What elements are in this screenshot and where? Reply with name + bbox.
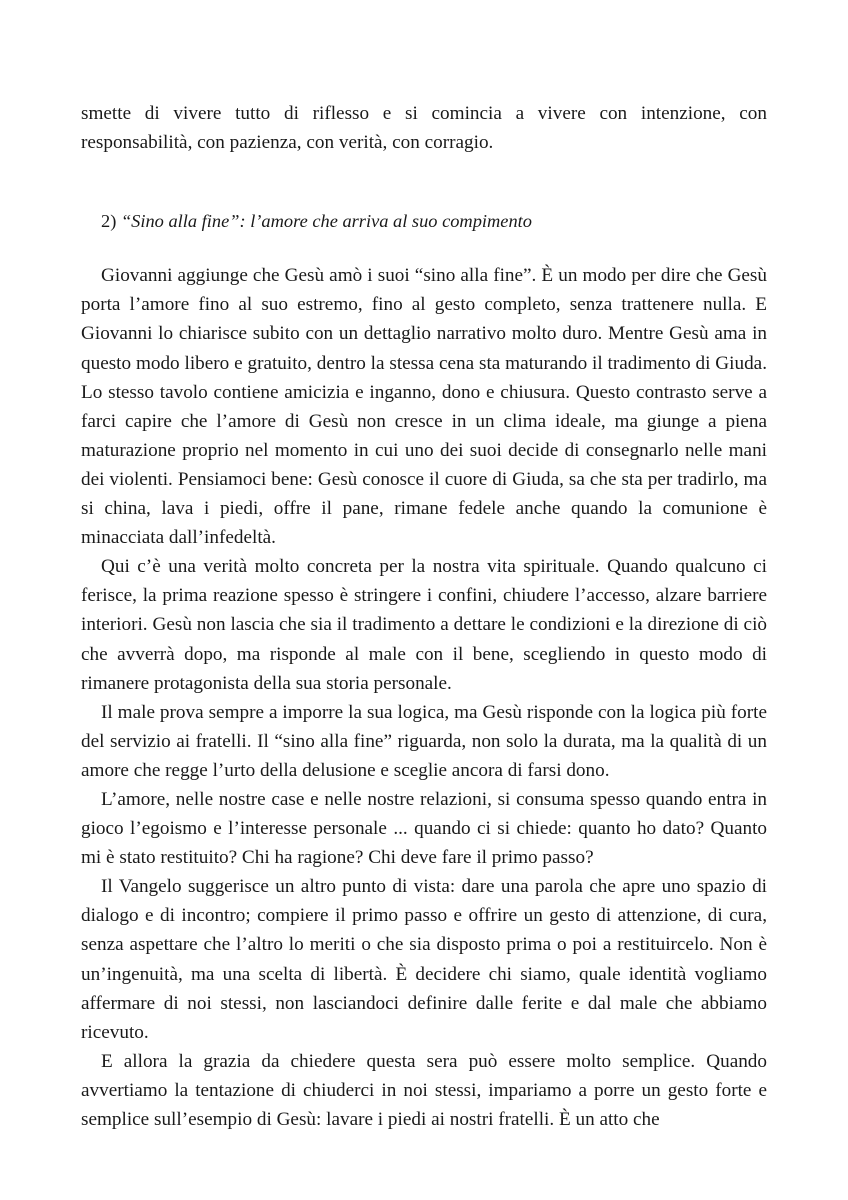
body-paragraph: Qui c’è una verità molto concreta per la nostra vita spirituale. Quando qualcuno ci ferisce, la prima reazione spesso è stringere i confini, chiudere l’accesso, alzare barriere interiori. Gesù non lascia che sia il tradimento a dettare le condizioni e la direzione di ciò che avverrà dopo, ma risponde al male con il bene, scegliendo in questo modo di rimanere protagonista della sua storia personale. — [81, 556, 767, 694]
body-paragraph: Giovanni aggiunge che Gesù amò i suoi “sino alla fine”. È un modo per dire che Gesù porta l’amore fino al suo estremo, fino al gesto completo, senza trattenere nulla. E Giovanni lo chiarisce subito con un dettaglio narrativo molto duro. Mentre Gesù ama in questo modo libero e gratuito, dentro la stessa cena sta maturando il tradimento di Giuda. Lo stesso tavolo contiene amicizia e inganno, dono e chiusura. Questo contrasto serve a farci capire che l’amore di Gesù non cresce in un clima ideale, ma giunge a piena maturazione proprio nel momento in cui uno dei suoi decide di consegnarlo nelle mani dei violenti. Pensiamoci bene: Gesù conosce il cuore di Giuda, sa che sta per tradirlo, ma si china, lava i piedi, offre il pane, rimane fedele anche quando la comunione è minacciata dall’infedeltà. — [81, 265, 767, 549]
body-paragraph: E allora la grazia da chiedere questa sera può essere molto semplice. Quando avvertiamo la tentazione di chiuderci in noi stessi, impariamo a porre un gesto forte e semplice sull’esempio di Gesù: lavare i piedi ai nostri fratelli. È un atto che — [81, 1050, 767, 1130]
document-page — [81, 99, 767, 1134]
body-paragraph: Il Vangelo suggerisce un altro punto di vista: dare una parola che apre uno spazio di dialogo e di incontro; compiere il primo passo e offrire un gesto di attenzione, di cura, senza aspettare che l’altro lo meriti o che sia disposto prima o poi a restituircelo. Non è un’ingenuità, ma una scelta di libertà. È decidere chi siamo, quale identità vogliamo affermare di noi stessi, non lasciandoci definire dalle ferite e dal male che abbiamo ricevuto. — [81, 876, 767, 1043]
section-number: 2) — [101, 211, 117, 232]
section-title: “Sino alla fine”: l’amore che arriva al suo compimento — [120, 211, 532, 232]
lead-paragraph: smette di vivere tutto di riflesso e si comincia a vivere con intenzione, con responsabilità, con pazienza, con verità, con corragio. — [81, 103, 767, 154]
body-paragraph: Il male prova sempre a imporre la sua logica, ma Gesù risponde con la logica più forte del servizio ai fratelli. Il “sino alla fine” riguarda, non solo la durata, ma la qualità di un amore che regge l’urto della delusione e sceglie ancora di farsi dono. — [81, 701, 767, 781]
body-paragraph: L’amore, nelle nostre case e nelle nostre relazioni, si consuma spesso quando entra in gioco l’egoismo e l’interesse personale ... quando ci si chiede: quanto ho dato? Quanto mi è stato restituito? Chi ha ragione? Chi deve fare il primo passo? — [81, 788, 767, 869]
section-heading — [81, 207, 767, 236]
